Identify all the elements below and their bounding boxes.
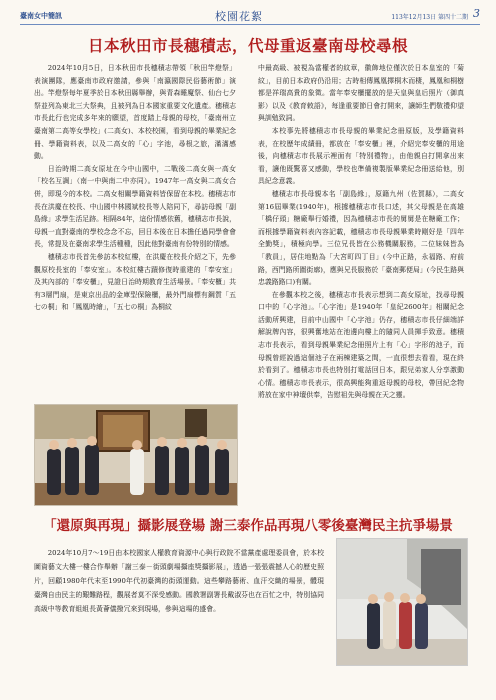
page-header bbox=[20, 6, 480, 30]
article1-paragraph: 穗積志市長首先參訪本校紅樓，在洪慶在校長介紹之下，先參觀原校長室的「奉安室」。本校紅樓古蹟修復時重建的「奉安室」及其內部的「奉安櫃」，見證日治時期教育生活場景。「奉安櫃」共有3層門扇，是東京出品的金庫型保險櫃，最外門扇標有鋼質「五七の桐」和「鳳凰時繪」，「五七の桐」為桐紋 bbox=[34, 252, 236, 312]
article2-title: 「還原與再現」攝影展登場 謝三泰作品再現八零後臺灣民主抗爭場景 bbox=[43, 518, 453, 534]
article1-paragraph: 在參觀本校之後，穗積志市長表示想到二高女原址，找尋母親口中的「心字池」。「心字池」是1940年「皇紀2600年」相關紀念活動所興建，目前中山國中「心字池」仍存，穗積志市長仔細端詳解說牌內容，很興奮地站在池邊向樓上的隨同人員揮手致意。穗積志市長表示，看到母親畢業紀念冊照片上有「心」字形的池子，而母親曾經說過這個池子在兩棟建築之間，一直很想去看看，現在終於看到了。穗積志市長也特別打電話回日本，跟兒弟家人分享激動心情。穗積志市長表示，很高興能夠重返母親的母校，帶回紀念物將放在家中神壇供奉，告慰祖先與母親在天之靈。 bbox=[258, 290, 464, 400]
article1-paragraph: 中最高級、被視為當權者的紋章，徽飾地位僅次於日本皇室的「菊紋」，目前日本政府仍沿用；古時相傳鳳凰擇桐木而棲，鳳凰和桐樹都是祥瑞高貴的象徵。當年奉安櫃擺放的是天皇與皇后照片（御真影）以及《教育敕語》，每逢重要節日會打開來，讓師生們敬禮仰望與訓勉致詞。 bbox=[258, 64, 464, 123]
article1-photo bbox=[34, 404, 238, 506]
article2-photo bbox=[336, 538, 468, 666]
article1-title: 日本秋田市長穗積志，代母重返臺南母校尋根 bbox=[87, 36, 408, 55]
article1-paragraph: 日治時期二高女原址在今中山國中，二戰後二高女與一高女「校名互調」（南一中與南二中亦同）。1947年一高女與二高女合併，即現今的本校。二高女相關學籍資料皆保留在本校。穗積志市長在洪慶在校長、中山國中林國斌校長等人陪同下，尋訪母親「副島緣」求學生活足跡。相隔84年，這份情感依舊，穗積志市長說，母親一直對臺南的學校念念不忘，回日本後在日本擔任過同學會會長，常提及在臺南求學生活種種，因此他對臺南有份特別的情感。 bbox=[34, 164, 236, 249]
issue-info: 113年12月13日 第四十二期 bbox=[391, 14, 468, 21]
article1-left-column bbox=[34, 62, 236, 430]
article2-paragraph: 2024年10月7～19日由本校國家人權教育資源中心與行政院不當黨產處理委員會，於本校圖資藝文大樓一樓合作舉辦「謝三泰－街頭劇場攝座獎攝影展」，透過一張張震撼人心的歷史照片，回顧1980年代末至1990年代初臺灣的街頭運動。這些攀路藝術、血汗交織的場景，體現臺灣自由民主的艱難路程，觀展者莫不深受感動。國教署副署長戴淑芬也在百忙之中，特別協同高級中等教育組組長黃薈儀撥冗來到現場，參與這場的盛會。 bbox=[34, 549, 324, 613]
school-name: 臺南女中簡訊 bbox=[20, 11, 62, 20]
section-title: 校園花絮 bbox=[215, 10, 263, 23]
article1-right-column bbox=[258, 62, 464, 502]
article1-paragraph: 穗積志市長母親本名「副島緣」，原籍九州（佐賀縣），二高女第16屆畢業(1940年)，根據穗積志市長口述，其父母親是在高雄「橋仔頭」糖廠舉行婚禮，因為穗積志市長的舅舅是在糖廠工作；而根據學籍資料表內容記載，穗積志市長母親畢業時剛好是「四年全勤獎」，積極向學。三位兄長皆在公務機關服務，二位妹妹皆為「教員」，居住地點為「大宮町四丁目」(今中正路，永福路、府前路，西門路所圍街廓)，應與兄長服務於「臺南郵便局」(今民生路與忠義路路口)有關。 bbox=[258, 189, 464, 287]
article2-body bbox=[34, 546, 324, 666]
page-number: 3 bbox=[473, 7, 480, 20]
article1-paragraph: 本校事先將穗積志市長母親的畢業紀念冊原版，及學籍資料表，在校歷年成績冊，都放在「奉安櫃」裡，介紹完奉安櫃的用途後，向穗積志市長展示裡面有「特別禮物」，由他親自打開拿出來看，讓他既驚喜又感動，學校也準備複製版畢業紀念冊送給他，別具紀念意義。 bbox=[258, 126, 464, 186]
article1-paragraph: 2024年10月5日，日本秋田市長穗積志帶領「秋田竿燈祭」表演團隊，應臺南市政府邀請，參與「南瀛國際民俗藝術節」演出。竿燈祭每年夏季於日本秋田縣舉辦，與青森睡魔祭、仙台七夕祭並列為東北三大祭典，且被列為日本國家重要文化遺產。穗積志市長此行也完成多年來的願望，首度踏上母親的母校，「臺南州立臺南第二高等女學校」(二高女)、本校校園，看到母親的畢業紀念冊、學籍資料表，以及二高女的「心」字池，尋根之旅，滿滿感動。 bbox=[34, 64, 236, 161]
header-divider bbox=[20, 24, 480, 25]
